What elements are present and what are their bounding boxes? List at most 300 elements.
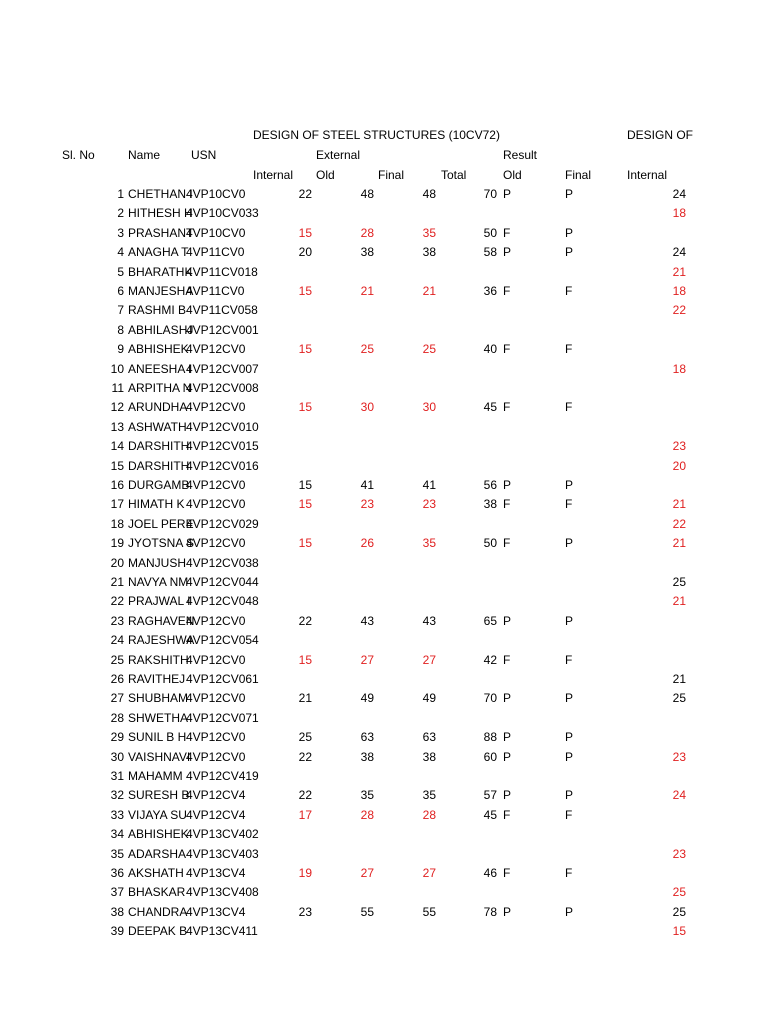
cell-usn: 4VP12CV0 [186,536,246,550]
cell-internal [280,768,312,784]
cell-internal: 15 [298,400,312,414]
cell-slno: 13 [110,420,124,434]
cell-result-final [565,205,585,221]
cell-name: ABHISHEK [128,342,189,356]
cell-internal [280,322,312,338]
cell-internal-2: 25 [672,575,686,589]
cell-internal-2: 25 [672,905,686,919]
cell-total [462,380,497,396]
cell-old [340,516,374,532]
cell-old [340,205,374,221]
cell-final [402,302,436,318]
cell-internal [280,671,312,687]
cell-total: 70 [483,187,497,201]
cell-internal-2: 24 [672,187,686,201]
cell-usn: 4VP12CV029 [186,517,259,531]
cell-old: 63 [360,730,374,744]
cell-total [462,419,497,435]
cell-name: BHARATHK [128,265,193,279]
cell-internal [280,574,312,590]
cell-slno: 5 [117,265,124,279]
cell-slno: 30 [110,750,124,764]
cell-usn: 4VP11CV0 [186,284,245,298]
cell-internal-2 [652,225,686,241]
cell-slno: 23 [110,614,124,628]
cell-internal [280,205,312,221]
cell-name: ADARSHA [128,847,187,861]
cell-old: 38 [360,245,374,259]
cell-total: 38 [483,497,497,511]
cell-final: 38 [422,750,436,764]
cell-total: 58 [483,245,497,259]
cell-final [402,826,436,842]
cell-total: 45 [483,808,497,822]
cell-slno: 8 [117,323,124,337]
cell-internal-2: 21 [672,265,686,279]
cell-internal-2: 21 [672,536,686,550]
header-result-old: Old [503,168,522,182]
cell-result-final: P [565,536,574,550]
cell-old [340,322,374,338]
cell-old [340,438,374,454]
cell-old [340,458,374,474]
cell-result-final: P [565,691,574,705]
cell-result-final: P [565,478,574,492]
cell-final: 35 [422,536,436,550]
cell-slno: 11 [111,381,124,395]
cell-result-final [565,671,585,687]
cell-result-old [503,593,523,609]
cell-result-final: P [565,187,574,201]
cell-usn: 4VP13CV408 [186,885,259,899]
cell-internal-2: 25 [672,885,686,899]
cell-result-old: F [503,653,511,667]
cell-slno: 17 [110,497,124,511]
cell-slno: 21 [110,575,124,589]
cell-name: ABHISHEK [128,827,189,841]
cell-total: 60 [483,750,497,764]
cell-final [402,671,436,687]
cell-result-final [565,516,585,532]
cell-result-final [565,419,585,435]
cell-internal [280,710,312,726]
cell-result-final: P [565,730,574,744]
cell-slno: 22 [110,594,124,608]
cell-internal: 25 [298,730,312,744]
cell-usn: 4VP12CV419 [186,769,259,783]
cell-usn: 4VP11CV0 [186,245,245,259]
cell-internal: 15 [298,342,312,356]
cell-internal [280,846,312,862]
cell-usn: 4VP13CV402 [186,827,259,841]
cell-internal-2: 22 [672,303,686,317]
cell-internal: 22 [298,187,312,201]
cell-total [462,710,497,726]
cell-slno: 29 [110,730,124,744]
cell-name: NAVYA NM [128,575,189,589]
cell-internal-2: 21 [672,594,686,608]
cell-slno: 37 [110,885,124,899]
cell-total [462,923,497,939]
cell-old: 23 [360,497,374,511]
cell-name: HIMATH K [128,497,185,511]
cell-name: ANAGHA T [128,245,189,259]
cell-final: 35 [422,226,436,240]
cell-final [402,555,436,571]
cell-result-final: F [565,284,573,298]
cell-name: JYOTSNA S [128,536,195,550]
cell-result-final [565,380,585,396]
cell-result-old [503,361,523,377]
cell-old: 38 [360,750,374,764]
cell-slno: 2 [117,206,124,220]
cell-result-old: P [503,245,512,259]
cell-result-old [503,438,523,454]
cell-internal [280,884,312,900]
cell-name: BHASKAR [128,885,186,899]
cell-total [462,205,497,221]
cell-total: 46 [483,866,497,880]
cell-result-final [565,884,585,900]
cell-usn: 4VP10CV033 [186,206,259,220]
cell-usn: 4VP12CV001 [186,323,259,337]
cell-usn: 4VP11CV058 [186,303,258,317]
cell-result-final [565,555,585,571]
cell-total [462,458,497,474]
cell-usn: 4VP12CV0 [186,478,246,492]
cell-result-final [565,361,585,377]
cell-result-final [565,826,585,842]
cell-slno: 34 [110,827,124,841]
cell-total [462,438,497,454]
cell-internal: 15 [298,284,312,298]
cell-usn: 4VP12CV4 [186,788,246,802]
cell-final: 41 [422,478,436,492]
cell-name: PRAJWAL I [128,594,191,608]
cell-final [402,632,436,648]
cell-final: 55 [422,905,436,919]
cell-slno: 7 [117,303,124,317]
cell-final: 27 [422,653,436,667]
cell-result-old: P [503,788,512,802]
cell-final [402,264,436,280]
cell-old [340,361,374,377]
cell-slno: 16 [110,478,124,492]
cell-result-old [503,302,523,318]
cell-old [340,264,374,280]
cell-internal-2 [652,322,686,338]
cell-usn: 4VP12CV4 [186,808,246,822]
cell-slno: 10 [110,362,124,376]
cell-internal [280,555,312,571]
cell-result-final: P [565,750,574,764]
cell-final [402,438,436,454]
cell-result-old [503,671,523,687]
cell-result-old [503,419,523,435]
cell-name: ANEESHA I [128,362,192,376]
cell-result-old: F [503,866,511,880]
cell-slno: 33 [110,808,124,822]
cell-final: 49 [422,691,436,705]
cell-old: 25 [360,342,374,356]
cell-internal-2: 24 [672,788,686,802]
cell-final [402,574,436,590]
header-external: External [316,148,361,162]
cell-name: SUNIL B H [128,730,187,744]
cell-result-old [503,826,523,842]
cell-result-old: P [503,730,512,744]
cell-old [340,632,374,648]
cell-result-old [503,768,523,784]
cell-slno: 36 [110,866,124,880]
cell-final: 63 [422,730,436,744]
cell-result-old [503,884,523,900]
cell-total: 65 [483,614,497,628]
cell-internal: 22 [298,614,312,628]
cell-result-old [503,322,523,338]
cell-slno: 6 [117,284,124,298]
cell-result-final [565,593,585,609]
cell-result-final: F [565,808,573,822]
cell-internal: 15 [298,478,312,492]
cell-total [462,264,497,280]
cell-total [462,302,497,318]
cell-name: DARSHITH [128,459,190,473]
cell-usn: 4VP12CV0 [186,614,246,628]
cell-result-old: P [503,750,512,764]
cell-old [340,380,374,396]
cell-internal [280,438,312,454]
cell-old: 30 [360,400,374,414]
cell-name: RAVITHEJ [128,672,186,686]
cell-total: 56 [483,478,497,492]
cell-internal-2: 18 [672,206,686,220]
cell-old [340,768,374,784]
cell-internal: 22 [298,788,312,802]
cell-usn: 4VP12CV0 [186,750,246,764]
cell-total [462,516,497,532]
cell-old: 21 [360,284,374,298]
cell-usn: 4VP11CV018 [186,265,258,279]
sheet-title: DESIGN OF STEEL STRUCTURES (10CV72) [253,128,500,142]
cell-internal-2: 21 [672,672,686,686]
cell-name: PRASHANT [128,226,194,240]
cell-total: 40 [483,342,497,356]
cell-name: DURGAMB [128,478,190,492]
cell-name: RAGHAVEN [128,614,195,628]
cell-slno: 27 [110,691,124,705]
cell-result-final: P [565,788,574,802]
cell-result-old [503,574,523,590]
cell-old [340,884,374,900]
cell-total: 78 [483,905,497,919]
cell-slno: 31 [110,769,124,783]
cell-internal [280,826,312,842]
cell-result-old: F [503,536,511,550]
cell-result-final [565,264,585,280]
cell-slno: 25 [110,653,124,667]
cell-result-final: F [565,400,573,414]
cell-name: SURESH B [128,788,190,802]
cell-final [402,458,436,474]
cell-slno: 9 [117,342,124,356]
cell-old: 49 [360,691,374,705]
cell-usn: 4VP12CV044 [186,575,259,589]
cell-internal: 21 [298,691,312,705]
cell-final: 27 [422,866,436,880]
cell-final: 25 [422,342,436,356]
cell-internal-2 [652,613,686,629]
cell-usn: 4VP12CV0 [186,497,246,511]
cell-slno: 1 [117,187,124,201]
cell-final [402,322,436,338]
cell-slno: 20 [110,556,124,570]
cell-total [462,593,497,609]
cell-final: 48 [422,187,436,201]
cell-final [402,380,436,396]
cell-result-old: F [503,226,511,240]
cell-internal-2: 23 [672,750,686,764]
cell-result-old [503,205,523,221]
cell-result-old [503,846,523,862]
cell-result-final [565,438,585,454]
cell-slno: 15 [110,459,124,473]
cell-result-final [565,768,585,784]
cell-internal: 15 [298,497,312,511]
cell-internal [280,361,312,377]
cell-name: RAJESHWA [128,633,195,647]
cell-usn: 4VP12CV061 [186,672,259,686]
cell-total: 50 [483,226,497,240]
cell-result-final [565,302,585,318]
cell-total [462,322,497,338]
cell-final [402,768,436,784]
cell-name: CHETHAN I [128,187,193,201]
cell-result-old [503,380,523,396]
cell-internal-2 [652,632,686,648]
cell-old [340,555,374,571]
header-name: Name [128,148,161,162]
cell-slno: 4 [117,245,124,259]
cell-result-old: P [503,478,512,492]
cell-final: 38 [422,245,436,259]
cell-slno: 38 [110,905,124,919]
cell-result-old: F [503,497,511,511]
sheet-title-right: DESIGN OF [627,128,694,142]
cell-name: ABHILASHJ [128,323,194,337]
cell-final: 23 [422,497,436,511]
cell-name: DARSHITH [128,439,190,453]
cell-slno: 19 [110,536,124,550]
cell-old [340,923,374,939]
cell-final [402,516,436,532]
cell-internal [280,264,312,280]
cell-result-final [565,574,585,590]
cell-usn: 4VP13CV403 [186,847,259,861]
cell-internal-2: 20 [672,459,686,473]
cell-internal: 15 [298,226,312,240]
cell-internal [280,458,312,474]
cell-internal-2 [652,555,686,571]
cell-internal-2: 23 [672,439,686,453]
cell-result-old: F [503,342,511,356]
cell-final: 35 [422,788,436,802]
cell-result-old: P [503,905,512,919]
cell-result-old: F [503,400,511,414]
cell-internal [280,632,312,648]
cell-result-old [503,632,523,648]
cell-total: 50 [483,536,497,550]
cell-internal-2: 18 [672,362,686,376]
cell-name: AKSHATH [128,866,184,880]
cell-result-old [503,458,523,474]
cell-internal: 20 [298,245,312,259]
cell-internal: 15 [298,536,312,550]
cell-old: 27 [360,653,374,667]
cell-final [402,593,436,609]
cell-internal: 19 [298,866,312,880]
cell-name: RAKSHITH [128,653,189,667]
cell-result-old [503,923,523,939]
cell-final [402,205,436,221]
cell-final [402,923,436,939]
cell-name: SHWETHA [128,711,188,725]
cell-old [340,302,374,318]
cell-total: 57 [483,788,497,802]
cell-slno: 35 [110,847,124,861]
cell-old [340,574,374,590]
cell-result-old [503,516,523,532]
cell-usn: 4VP12CV048 [186,594,259,608]
header-usn: USN [191,148,217,162]
cell-internal [280,593,312,609]
cell-internal: 23 [298,905,312,919]
cell-result-final [565,710,585,726]
cell-final: 28 [422,808,436,822]
cell-result-final [565,846,585,862]
cell-name: MANJESHA [128,284,194,298]
cell-total [462,884,497,900]
cell-name: DEEPAK B [128,924,188,938]
cell-usn: 4VP13CV411 [186,924,258,938]
cell-result-final [565,322,585,338]
cell-slno: 39 [110,924,124,938]
cell-slno: 28 [110,711,124,725]
cell-result-final: P [565,245,574,259]
cell-usn: 4VP12CV010 [186,420,259,434]
cell-internal-2 [652,807,686,823]
cell-internal [280,419,312,435]
cell-result-final: P [565,614,574,628]
cell-old: 27 [360,866,374,880]
cell-internal [280,380,312,396]
cell-name: ARUNDHA [128,400,188,414]
cell-internal-2 [652,477,686,493]
cell-old [340,826,374,842]
cell-internal-2: 24 [672,245,686,259]
cell-result-final [565,458,585,474]
cell-total [462,671,497,687]
cell-result-final [565,632,585,648]
cell-result-final: F [565,497,573,511]
cell-final: 30 [422,400,436,414]
cell-old: 48 [360,187,374,201]
cell-old: 41 [360,478,374,492]
cell-name: CHANDRA [128,905,188,919]
cell-usn: 4VP10CV0 [186,226,246,240]
cell-name: ARPITHA N [128,381,192,395]
cell-result-final [565,923,585,939]
